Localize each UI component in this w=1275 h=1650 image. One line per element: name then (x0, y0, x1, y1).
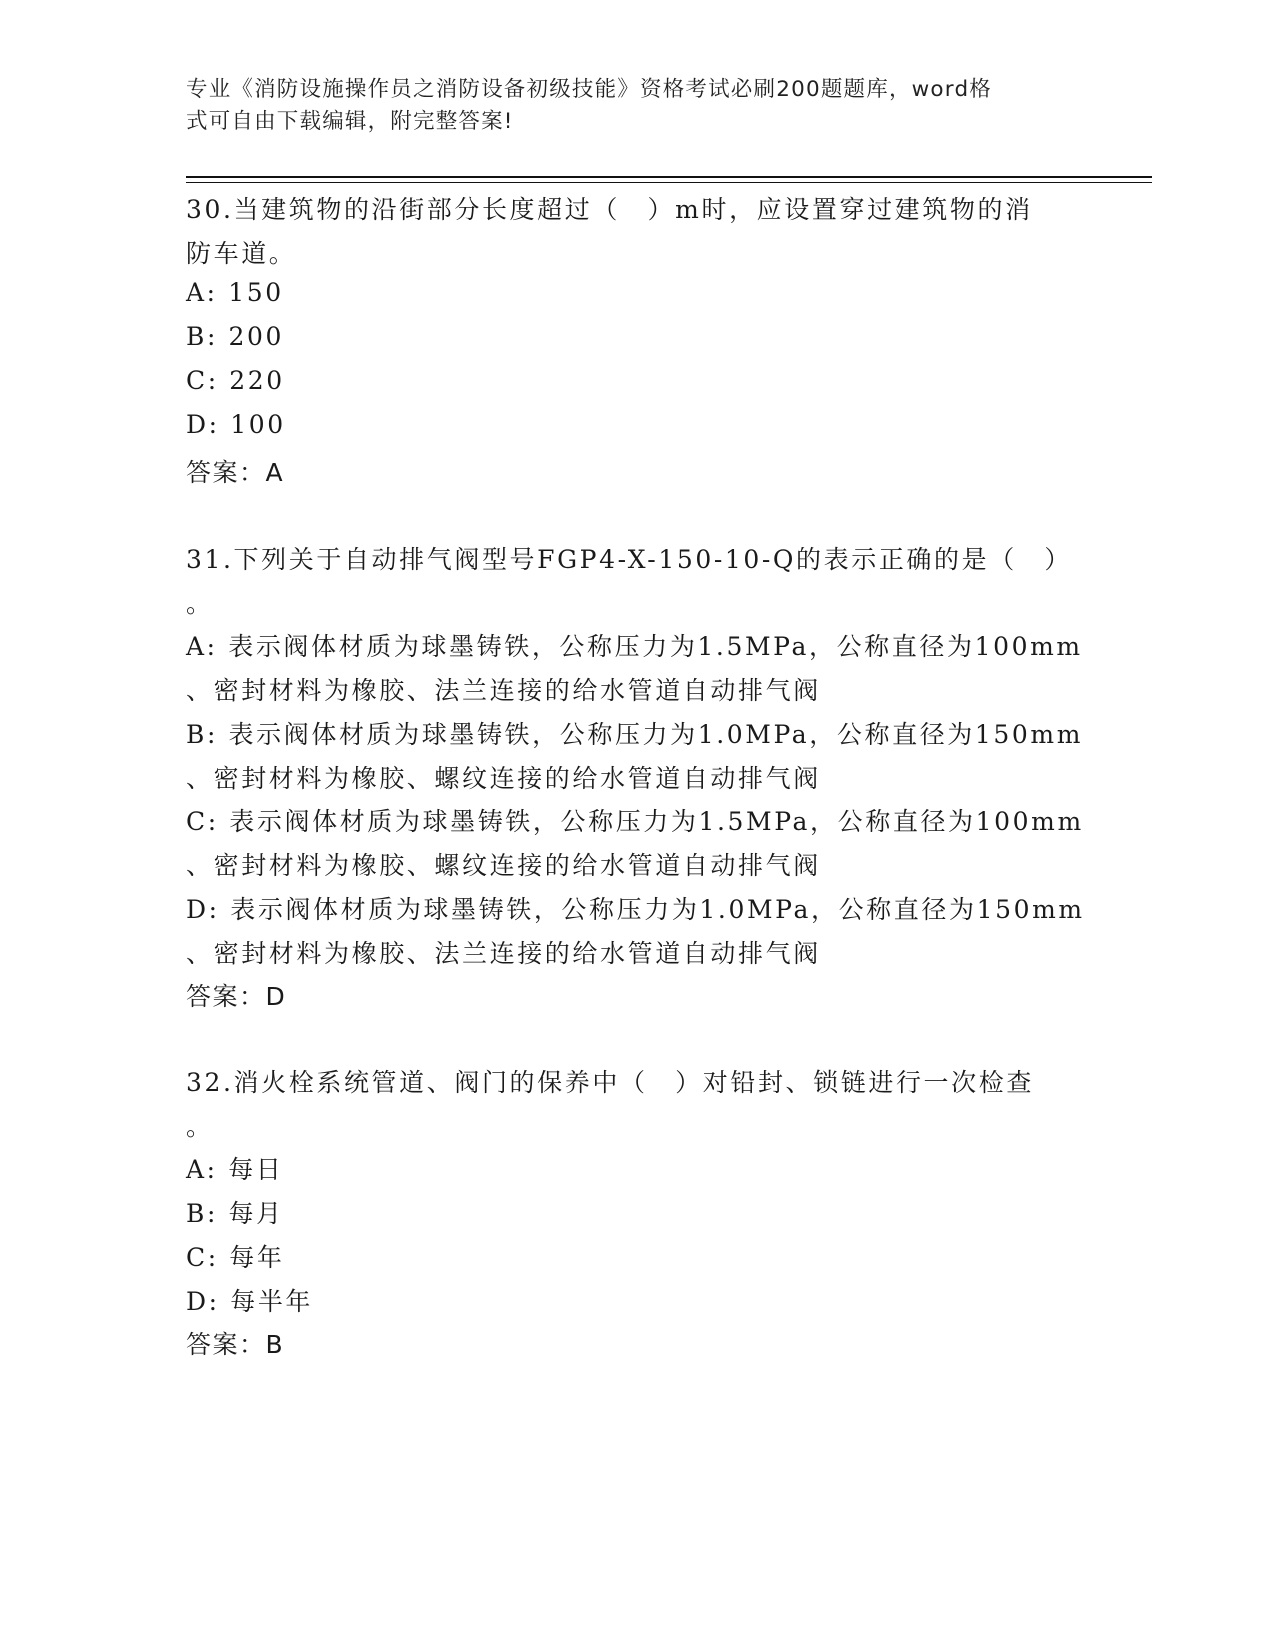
option-c: C: 每年 (186, 1243, 285, 1272)
option-c-line-1: C: 表示阀体材质为球墨铸铁，公称压力为1.5MPa，公称直径为100mm (186, 807, 1084, 836)
option-a: A: 每日 (186, 1155, 284, 1184)
option-b: B: 每月 (186, 1199, 284, 1228)
question-stem-line-1: 32.消火栓系统管道、阀门的保养中（ ）对铅封、锁链进行一次检查 (186, 1068, 1034, 1097)
document-header (186, 74, 1066, 138)
option-d: D: 每半年 (186, 1287, 314, 1316)
option-b-line-1: B: 表示阀体材质为球墨铸铁，公称压力为1.0MPa，公称直径为150mm (186, 720, 1084, 749)
option-b-line-2: 、密封材料为橡胶、螺纹连接的给水管道自动排气阀 (186, 764, 821, 793)
option-a-line-2: 、密封材料为橡胶、法兰连接的给水管道自动排气阀 (186, 676, 821, 705)
question-stem-line-2: 。 (186, 589, 214, 618)
option-b: B: 200 (186, 322, 285, 351)
question-stem-line-2: 防车道。 (186, 239, 297, 268)
answer-label: 答案：B (186, 1330, 285, 1359)
option-a: A: 150 (186, 278, 284, 307)
answer-label: 答案：A (186, 458, 285, 487)
header-line-1: 专业《消防设施操作员之消防设备初级技能》资格考试必刷200题题库，word格 (186, 77, 992, 102)
question-stem-line-2: 。 (186, 1112, 214, 1141)
answer-label: 答案：D (186, 982, 287, 1011)
option-d-line-1: D: 表示阀体材质为球墨铸铁，公称压力为1.0MPa，公称直径为150mm (186, 895, 1085, 924)
header-rule-thin (186, 182, 1152, 183)
option-d-line-2: 、密封材料为橡胶、法兰连接的给水管道自动排气阀 (186, 939, 821, 968)
option-c-line-2: 、密封材料为橡胶、螺纹连接的给水管道自动排气阀 (186, 851, 821, 880)
option-d: D: 100 (186, 410, 286, 439)
header-rule-thick (186, 176, 1152, 178)
question-stem-line-1: 30.当建筑物的沿街部分长度超过（ ）m时，应设置穿过建筑物的消 (186, 195, 1033, 224)
header-line-2: 式可自由下载编辑，附完整答案! (186, 109, 514, 134)
question-stem-line-1: 31.下列关于自动排气阀型号FGP4-X-150-10-Q的表示正确的是（ ） (186, 545, 1073, 574)
option-c: C: 220 (186, 366, 285, 395)
option-a-line-1: A: 表示阀体材质为球墨铸铁，公称压力为1.5MPa，公称直径为100mm (186, 632, 1083, 661)
